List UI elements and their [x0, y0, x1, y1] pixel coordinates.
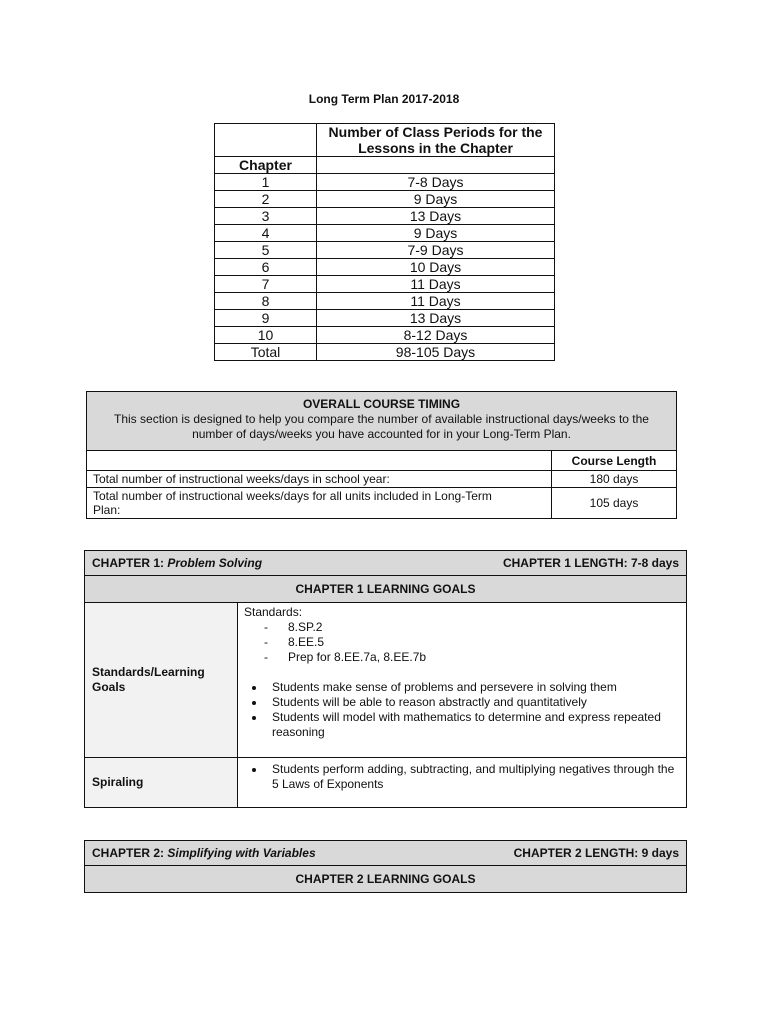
- chapter-days: 9 Days: [317, 191, 555, 208]
- chapter-2-header-bar: [85, 841, 686, 866]
- chapter-2-name: Simplifying with Variables: [167, 846, 316, 860]
- chapter-days: 13 Days: [317, 208, 555, 225]
- list-item: • Students perform adding, subtracting, and multiplying negatives through the 5 Laws of Exponents: [266, 762, 680, 792]
- chapter-number: 5: [215, 242, 317, 259]
- chapter-2-goals-header: CHAPTER 2 LEARNING GOALS: [85, 866, 686, 892]
- chapter-days: 11 Days: [317, 293, 555, 310]
- timing-row-label: Total number of instructional weeks/days in school year:: [87, 471, 552, 488]
- timing-row-value: 180 days: [552, 471, 677, 488]
- chapter-1-section: [84, 550, 687, 808]
- chapter-number: 8: [215, 293, 317, 310]
- long-term-plan-table: [214, 123, 555, 361]
- chapter-number: 9: [215, 310, 317, 327]
- chapter-2-heading: [92, 841, 316, 865]
- list-item: - 8.SP.2: [264, 620, 680, 635]
- spiraling-row: [85, 758, 686, 807]
- standards-row: [85, 603, 686, 758]
- chapter-days: 7-8 Days: [317, 174, 555, 191]
- table-row: [215, 327, 555, 344]
- timing-title: OVERALL COURSE TIMING: [302, 397, 461, 411]
- chapter-days: 8-12 Days: [317, 327, 555, 344]
- total-days: 98-105 Days: [317, 344, 555, 361]
- table-row: [215, 310, 555, 327]
- list-item: - Prep for 8.EE.7a, 8.EE.7b: [264, 650, 680, 665]
- chapter-1-heading: [92, 551, 262, 575]
- course-length-header: Course Length: [552, 451, 677, 471]
- table-row: [215, 225, 555, 242]
- timing-description: This section is designed to help you compare the number of available instructional days/weeks to the number of days/weeks you have accounted for in your Long-Term Plan.: [114, 412, 649, 441]
- table-row: [87, 488, 676, 519]
- table-row: [215, 174, 555, 191]
- table-row: [215, 259, 555, 276]
- plan-table-column-header: Number of Class Periods for the Lessons in the Chapter: [317, 124, 555, 157]
- timing-table: [87, 451, 676, 518]
- chapter-number: 2: [215, 191, 317, 208]
- learning-goals-list: [244, 680, 680, 740]
- timing-column-header-row: [87, 451, 676, 471]
- chapter-days: 9 Days: [317, 225, 555, 242]
- chapter-number: 7: [215, 276, 317, 293]
- document-title: Long Term Plan 2017-2018: [308, 92, 460, 106]
- overall-course-timing: [86, 391, 677, 519]
- table-row: [215, 242, 555, 259]
- plan-table-header-row: [215, 124, 555, 157]
- standards-list: [244, 620, 680, 665]
- chapter-1-length: CHAPTER 1 LENGTH: 7-8 days: [502, 556, 679, 570]
- chapter-2-prefix: CHAPTER 2:: [92, 846, 165, 860]
- list-item: - 8.EE.5: [264, 635, 680, 650]
- table-row: [87, 471, 676, 488]
- standards-content: [238, 603, 686, 757]
- chapter-number: 4: [215, 225, 317, 242]
- plan-table-chapter-header-row: [215, 157, 555, 174]
- list-item: • Students make sense of problems and persevere in solving them: [266, 680, 680, 695]
- list-item: • Students will model with mathematics to determine and express repeated reasoning: [266, 710, 680, 740]
- chapter-2-section: [84, 840, 687, 893]
- chapter-number: 6: [215, 259, 317, 276]
- chapter-number: 1: [215, 174, 317, 191]
- table-row: [215, 293, 555, 310]
- chapter-days: 13 Days: [317, 310, 555, 327]
- table-row: [215, 276, 555, 293]
- standards-label: Standards/Learning Goals: [85, 603, 238, 757]
- list-item: • Students will be able to reason abstractly and quantitatively: [266, 695, 680, 710]
- plan-table-empty-header: [215, 124, 317, 157]
- timing-row-label: Total number of instructional weeks/days for all units included in Long-Term Plan:: [87, 488, 552, 519]
- chapter-1-header-bar: [85, 551, 686, 576]
- chapter-days: 10 Days: [317, 259, 555, 276]
- chapter-2-length: CHAPTER 2 LENGTH: 9 days: [513, 846, 679, 860]
- timing-blank-header: [87, 451, 552, 471]
- table-total-row: [215, 344, 555, 361]
- chapter-1-name: Problem Solving: [167, 556, 263, 570]
- chapter-1-goals-header: CHAPTER 1 LEARNING GOALS: [85, 576, 686, 603]
- chapter-number: 10: [215, 327, 317, 344]
- standards-intro: Standards:: [244, 605, 303, 619]
- spiraling-content: [238, 758, 686, 807]
- timing-header: [87, 392, 676, 451]
- chapter-number: 3: [215, 208, 317, 225]
- spiraling-label: Spiraling: [85, 758, 238, 807]
- timing-row-value: 105 days: [552, 488, 677, 519]
- chapter-days: 11 Days: [317, 276, 555, 293]
- plan-table-blank-cell: [317, 157, 555, 174]
- total-label: Total: [215, 344, 317, 361]
- table-row: [215, 191, 555, 208]
- chapter-1-prefix: CHAPTER 1:: [92, 556, 165, 570]
- chapter-days: 7-9 Days: [317, 242, 555, 259]
- table-row: [215, 208, 555, 225]
- plan-table-chapter-label: Chapter: [215, 157, 317, 174]
- spiraling-list: [244, 762, 680, 792]
